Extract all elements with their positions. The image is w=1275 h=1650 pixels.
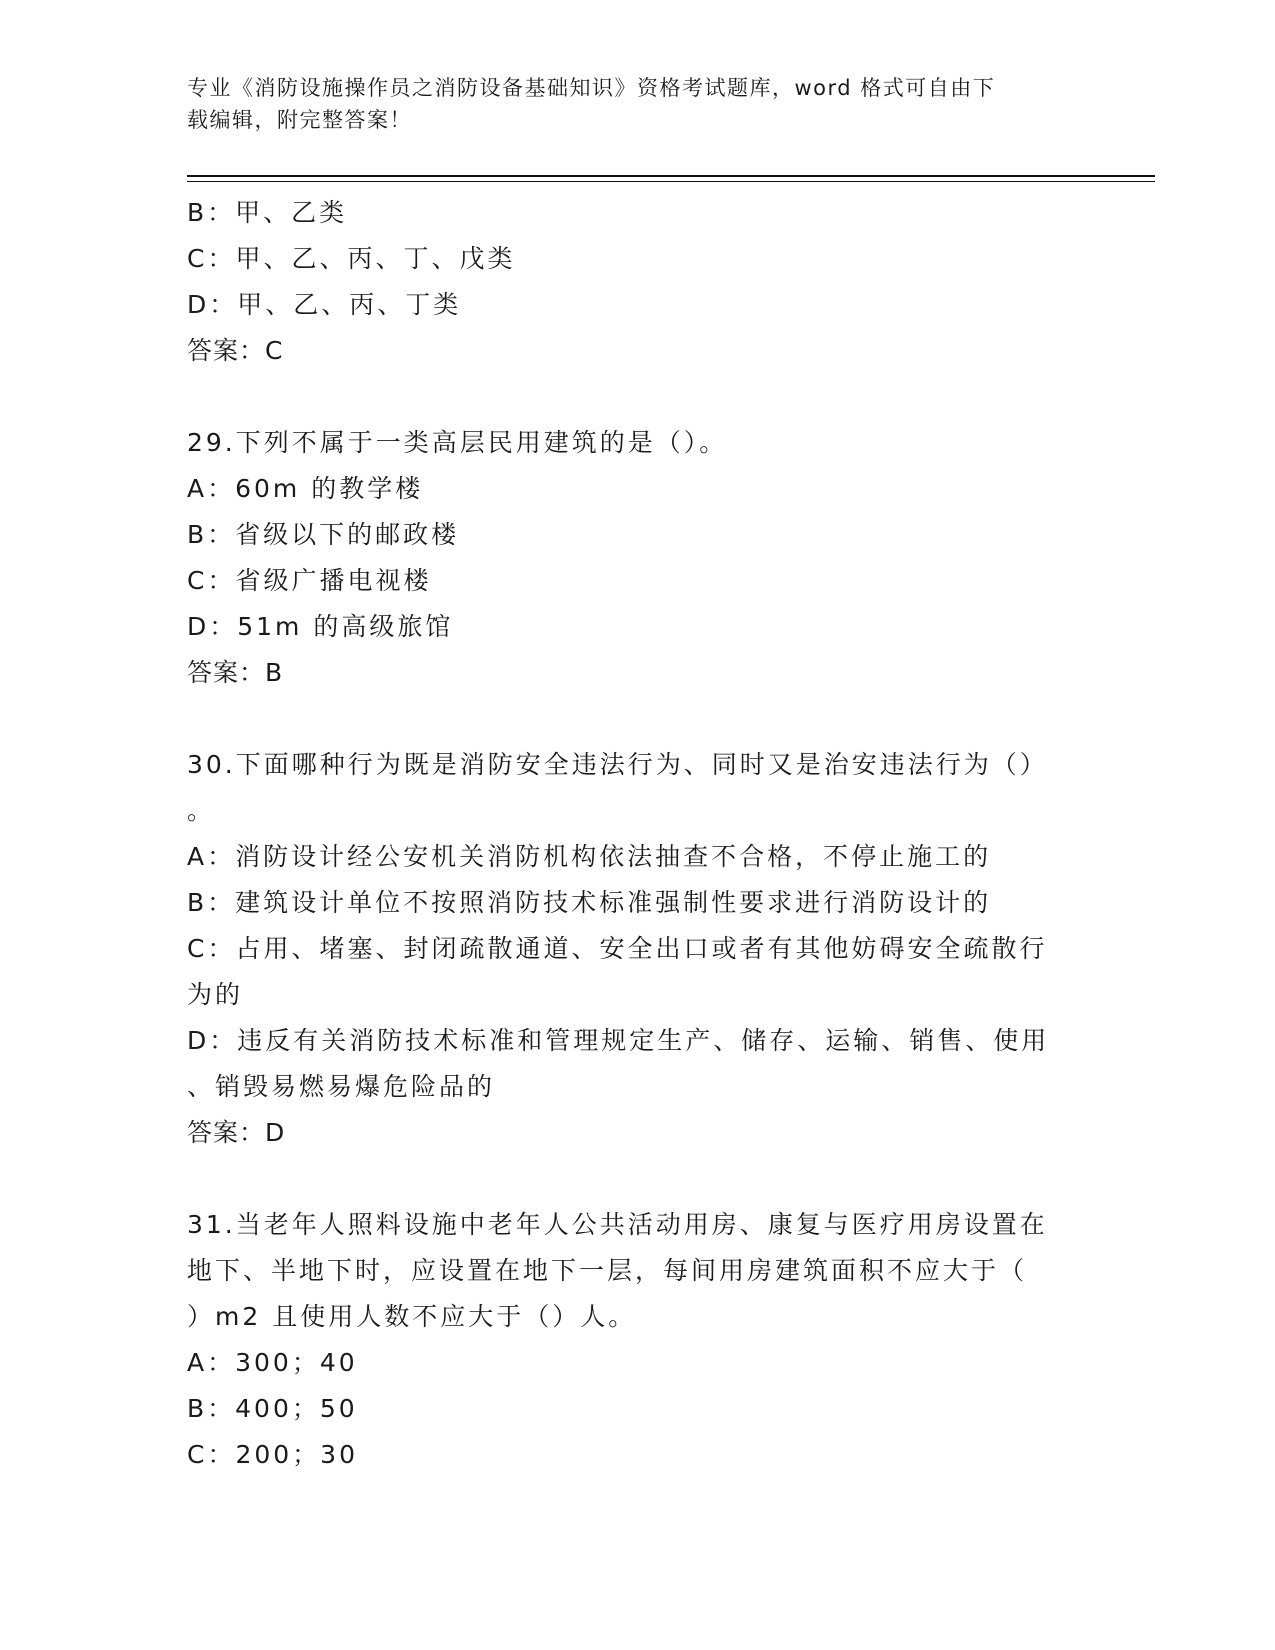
question-30 [187,742,1067,1156]
option-a: A：60m 的教学楼 [187,474,424,503]
question-text-line-2: 。 [187,796,216,825]
question-28-tail [187,190,1067,374]
option-c: C：200；30 [187,1440,358,1469]
option-a: A：消防设计经公安机关消防机构依法抽查不合格，不停止施工的 [187,842,992,871]
option-c: C：甲、乙、丙、丁、戊类 [187,244,516,273]
document-header [187,72,1067,136]
header-line-1: 专业《消防设施操作员之消防设备基础知识》资格考试题库，word 格式可自由下 [187,76,996,100]
option-d-line-2: 、销毁易燃易爆危险品的 [187,1072,496,1101]
option-b: B：省级以下的邮政楼 [187,520,460,549]
question-text-line-1: 30.下面哪种行为既是消防安全违法行为、同时又是治安违法行为（） [187,750,1048,779]
option-b: B：建筑设计单位不按照消防技术标准强制性要求进行消防设计的 [187,888,992,917]
header-line-2: 载编辑，附完整答案！ [187,108,412,132]
question-content [187,190,1067,1478]
option-b: B：400；50 [187,1394,358,1423]
answer: 答案：B [187,658,284,687]
question-text-line-2: 地下、半地下时，应设置在地下一层，每间用房建筑面积不应大于（ [187,1256,1028,1285]
question-text: 29.下列不属于一类高层民用建筑的是（）。 [187,428,728,457]
option-c-line-1: C：占用、堵塞、封闭疏散通道、安全出口或者有其他妨碍安全疏散行 [187,934,1048,963]
option-c-line-2: 为的 [187,980,244,1009]
option-a: A：300；40 [187,1348,358,1377]
option-b: B：甲、乙类 [187,198,348,227]
spacer [187,1156,1067,1202]
header-rule-thick [187,175,1155,177]
option-c: C：省级广播电视楼 [187,566,432,595]
question-29 [187,420,1067,696]
question-text-line-1: 31.当老年人照料设施中老年人公共活动用房、康复与医疗用房设置在 [187,1210,1048,1239]
question-text-line-3: ）m2 且使用人数不应大于（）人。 [187,1302,637,1331]
spacer [187,374,1067,420]
question-31 [187,1202,1067,1478]
spacer [187,696,1067,742]
answer: 答案：D [187,1118,286,1147]
answer: 答案：C [187,336,284,365]
header-rule-thin [187,181,1155,182]
option-d: D：51m 的高级旅馆 [187,612,454,641]
option-d-line-1: D：违反有关消防技术标准和管理规定生产、储存、运输、销售、使用 [187,1026,1050,1055]
option-d: D：甲、乙、丙、丁类 [187,290,462,319]
